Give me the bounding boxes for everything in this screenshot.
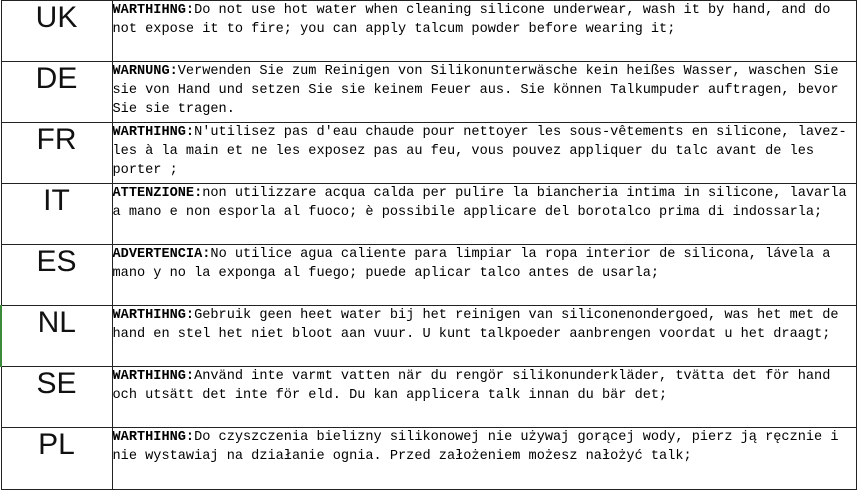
warning-label: WARTHIHNG:: [112, 430, 195, 445]
warning-label: WARTHIHNG:: [112, 125, 195, 140]
row-es: [1, 245, 857, 306]
warning-text: Do czyszczenia bielizny silikonowej nie używaj gorącej wody, pierz ją ręcznie i nie wystawiaj na działanie ognia. Przed założeniem możesz nałożyć talk;: [112, 430, 839, 464]
row-pl: [1, 428, 857, 490]
row-nl: [1, 306, 857, 367]
language-code: PL: [1, 428, 112, 490]
warning-text-cell: [112, 184, 857, 245]
language-code: DE: [1, 62, 112, 123]
warning-label: ADVERTENCIA:: [112, 247, 211, 262]
row-uk: [1, 1, 857, 62]
warning-text: Använd inte varmt vatten när du rengör silikonunderkläder, tvätta det för hand och utsätt det inte för eld. Du kan applicera talk innan du bär det;: [112, 369, 831, 403]
warning-text: Verwenden Sie zum Reinigen von Silikonunterwäsche kein heißes Wasser, waschen Sie sie von Hand und setzen Sie sie keinem Feuer aus. Sie können Talkumpuder auftragen, bevor Sie sie tragen.: [112, 64, 839, 117]
row-fr: [1, 123, 857, 184]
warning-text: Do not use hot water when cleaning silicone underwear, wash it by hand, and do not expose it to fire; you can apply talcum powder before wearing it;: [112, 3, 831, 37]
warning-label: WARTHIHNG:: [112, 3, 195, 18]
warning-text: No utilice agua caliente para limpiar la ropa interior de silicona, lávela a mano y no la exponga al fuego; puede aplicar talco antes de usarla;: [112, 247, 831, 281]
language-code: FR: [1, 123, 112, 184]
warning-label: ATTENZIONE:: [112, 186, 203, 201]
row-it: [1, 184, 857, 245]
warning-text-cell: [112, 306, 857, 367]
language-code: UK: [1, 1, 112, 62]
warning-text-cell: [112, 123, 857, 184]
warning-text: non utilizzare acqua calda per pulire la biancheria intima in silicone, lavarla a mano e non esporla al fuoco; è possibile applicare del borotalco prima di indossarla;: [112, 186, 847, 220]
warning-text-cell: [112, 367, 857, 428]
row-de: [1, 62, 857, 123]
warning-text-cell: [112, 1, 857, 62]
language-code: IT: [1, 184, 112, 245]
warning-label: WARTHIHNG:: [112, 308, 195, 323]
warning-text: Gebruik geen heet water bij het reinigen van siliconenondergoed, was het met de hand en stel het niet bloot aan vuur. U kunt talkpoeder aanbrengen voordat u het draagt;: [112, 308, 839, 342]
warning-text-cell: [112, 428, 857, 490]
warning-label: WARNUNG:: [112, 64, 178, 79]
warning-label: WARTHIHNG:: [112, 369, 195, 384]
language-code: NL: [1, 306, 112, 367]
language-code: SE: [1, 367, 112, 428]
warning-text-cell: [112, 62, 857, 123]
warning-text-cell: [112, 245, 857, 306]
row-se: [1, 367, 857, 428]
language-code: ES: [1, 245, 112, 306]
warning-text: N'utilisez pas d'eau chaude pour nettoyer les sous-vêtements en silicone, lavez-les à la main et ne les exposez pas au feu, vous pouvez appliquer du talc avant de les porter ;: [112, 125, 847, 178]
